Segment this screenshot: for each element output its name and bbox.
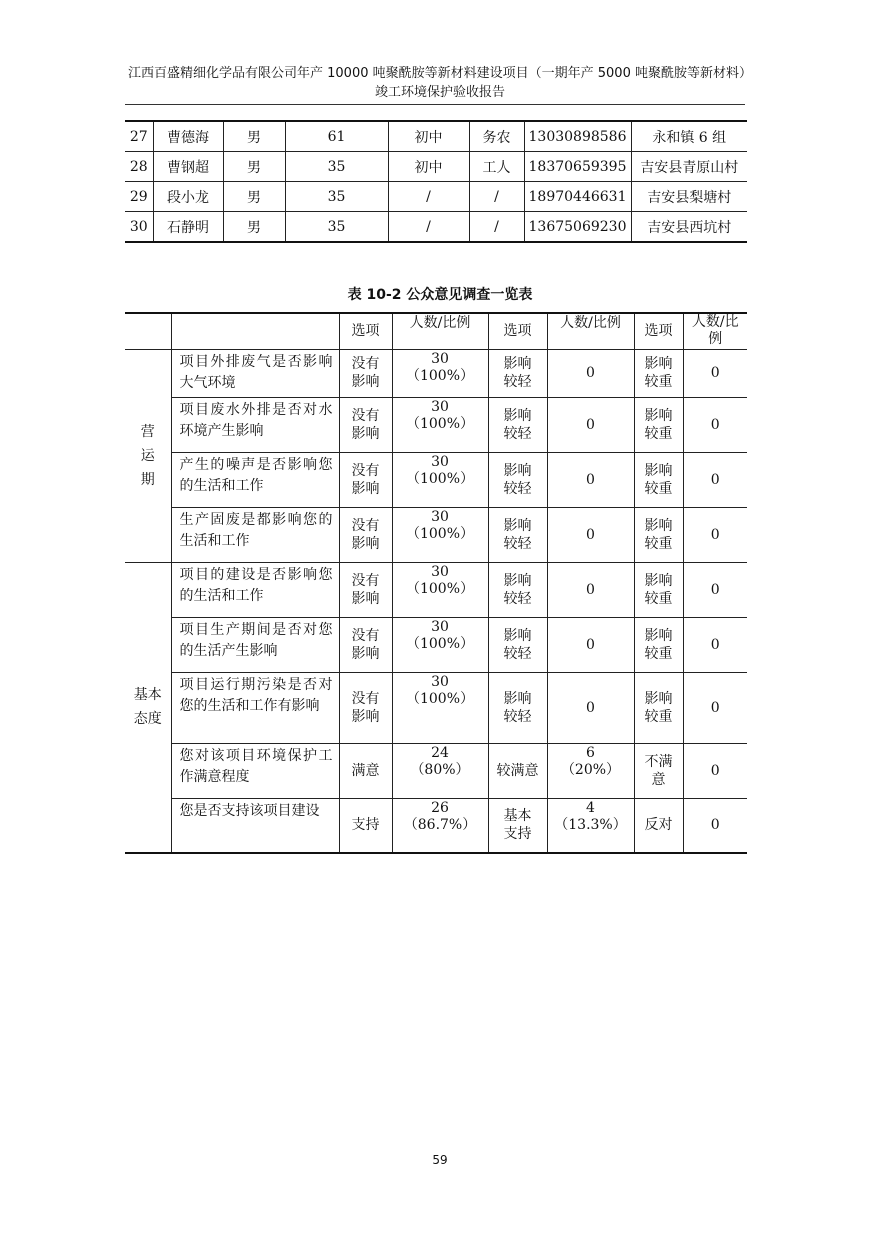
answer-option1: 满意	[339, 743, 392, 798]
header-title-line1: 江西百盛精细化学品有限公司年产 10000 吨聚酰胺等新材料建设项目（一期年产 5000 吨聚酰胺等新材料）	[128, 66, 752, 81]
answer-count3: 0	[683, 798, 747, 853]
respondent-name: 石静明	[153, 212, 223, 243]
header-count1: 人数/比例	[392, 313, 488, 349]
respondent-phone: 18970446631	[524, 182, 631, 212]
answer-option2: 基本支持	[488, 798, 547, 853]
answer-count2-number: 0	[586, 699, 595, 716]
respondent-sex: 男	[223, 182, 285, 212]
answer-count2	[547, 743, 634, 798]
respondent-edu: 初中	[388, 152, 469, 182]
answer-count1-percent: （86.7%）	[403, 816, 477, 833]
survey-row	[125, 798, 747, 853]
survey-question: 产生的噪声是否影响您的生活和工作	[171, 452, 339, 507]
answer-count2	[547, 617, 634, 672]
answer-count2	[547, 507, 634, 562]
header-count3: 人数/比例	[683, 313, 747, 349]
answer-count3: 0	[683, 397, 747, 452]
respondent-row	[125, 212, 747, 243]
answer-count1-percent: （100%）	[405, 367, 475, 384]
page-number: 59	[432, 1153, 448, 1167]
answer-count1-number: 30	[431, 563, 449, 580]
answer-option1: 没有影响	[339, 349, 392, 397]
answer-option1: 没有影响	[339, 452, 392, 507]
answer-option3: 影响较重	[634, 349, 683, 397]
survey-row	[125, 743, 747, 798]
respondent-rows	[125, 121, 747, 242]
group-label-text: 基本态度	[133, 687, 162, 728]
answer-option3: 影响较重	[634, 507, 683, 562]
answer-count1	[392, 452, 488, 507]
respondent-phone: 18370659395	[524, 152, 631, 182]
table-caption: 表 10-2 公众意见调查一览表	[347, 287, 533, 303]
respondent-phone: 13675069230	[524, 212, 631, 243]
respondent-row	[125, 182, 747, 212]
respondent-name: 曹钢超	[153, 152, 223, 182]
survey-row	[125, 562, 747, 617]
answer-option2: 影响较轻	[488, 397, 547, 452]
respondent-table	[125, 120, 747, 243]
answer-option2: 影响较轻	[488, 617, 547, 672]
answer-count2-percent: （20%）	[560, 761, 621, 778]
survey-question: 项目的建设是否影响您的生活和工作	[171, 562, 339, 617]
header-option3: 选项	[634, 313, 683, 349]
respondent-name: 曹德海	[153, 121, 223, 152]
answer-count1	[392, 798, 488, 853]
header-blank-group	[125, 313, 171, 349]
survey-question: 您是否支持该项目建设	[171, 798, 339, 853]
respondent-phone: 13030898586	[524, 121, 631, 152]
respondent-sex: 男	[223, 121, 285, 152]
survey-row	[125, 349, 747, 397]
header-title-line2: 竣工环境保护验收报告	[374, 85, 505, 100]
answer-option3: 影响较重	[634, 562, 683, 617]
survey-row	[125, 672, 747, 743]
answer-count3: 0	[683, 562, 747, 617]
answer-count1	[392, 562, 488, 617]
respondent-addr: 吉安县青原山村	[631, 152, 747, 182]
respondent-name: 段小龙	[153, 182, 223, 212]
answer-count2	[547, 672, 634, 743]
answer-option2: 影响较轻	[488, 562, 547, 617]
survey-question: 您对该项目环境保护工作满意程度	[171, 743, 339, 798]
answer-count3: 0	[683, 617, 747, 672]
answer-count2	[547, 349, 634, 397]
answer-count3: 0	[683, 452, 747, 507]
answer-count2	[547, 452, 634, 507]
group-basic-attitude	[125, 562, 171, 853]
answer-count2-number: 0	[586, 471, 595, 488]
header-option2: 选项	[488, 313, 547, 349]
answer-option1: 没有影响	[339, 562, 392, 617]
respondent-addr: 吉安县梨塘村	[631, 182, 747, 212]
header-rule	[125, 104, 745, 105]
respondent-job: /	[469, 182, 524, 212]
answer-option3: 不满意	[634, 743, 683, 798]
answer-count2-number: 0	[586, 365, 595, 381]
answer-option3: 影响较重	[634, 397, 683, 452]
answer-count3: 0	[683, 507, 747, 562]
answer-count1-number: 24	[431, 744, 449, 761]
respondent-age: 61	[285, 121, 388, 152]
answer-count2	[547, 562, 634, 617]
respondent-addr: 永和镇 6 组	[631, 121, 747, 152]
answer-count2-number: 6	[586, 744, 595, 761]
answer-count3: 0	[683, 743, 747, 798]
survey-body	[125, 313, 747, 853]
page-header	[0, 64, 880, 102]
respondent-row	[125, 121, 747, 152]
survey-question: 项目废水外排是否对水环境产生影响	[171, 397, 339, 452]
answer-count2	[547, 397, 634, 452]
answer-count2	[547, 798, 634, 853]
respondent-age: 35	[285, 182, 388, 212]
survey-row	[125, 617, 747, 672]
answer-count1	[392, 397, 488, 452]
answer-count1	[392, 617, 488, 672]
survey-question: 项目运行期污染是否对您的生活和工作有影响	[171, 672, 339, 743]
respondent-no: 27	[125, 121, 153, 152]
answer-count1-percent: （80%）	[410, 761, 470, 778]
answer-option3: 影响较重	[634, 452, 683, 507]
respondent-age: 35	[285, 212, 388, 243]
answer-option2: 影响较轻	[488, 672, 547, 743]
respondent-addr: 吉安县西坑村	[631, 212, 747, 243]
answer-count1-percent: （100%）	[405, 525, 475, 542]
answer-option1: 支持	[339, 798, 392, 853]
answer-option3: 反对	[634, 798, 683, 853]
survey-row	[125, 452, 747, 507]
header-option1: 选项	[339, 313, 392, 349]
group-operation-period	[125, 349, 171, 562]
respondent-sex: 男	[223, 152, 285, 182]
answer-option2: 影响较轻	[488, 507, 547, 562]
answer-count1	[392, 507, 488, 562]
answer-count1-number: 30	[431, 618, 449, 635]
answer-count1-percent: （100%）	[405, 470, 475, 487]
respondent-no: 28	[125, 152, 153, 182]
respondent-edu: 初中	[388, 121, 469, 152]
header-count2: 人数/比例	[547, 313, 634, 349]
respondent-job: /	[469, 212, 524, 243]
answer-count1-number: 30	[431, 673, 449, 690]
answer-count2-number: 0	[586, 581, 595, 598]
answer-count1-number: 30	[431, 398, 449, 415]
answer-option1: 没有影响	[339, 672, 392, 743]
respondent-no: 30	[125, 212, 153, 243]
answer-count1-number: 30	[431, 453, 449, 470]
answer-option2: 较满意	[488, 743, 547, 798]
answer-count3: 0	[683, 672, 747, 743]
respondent-row	[125, 152, 747, 182]
survey-header-row	[125, 313, 747, 349]
respondent-job: 务农	[469, 121, 524, 152]
survey-question: 项目生产期间是否对您的生活产生影响	[171, 617, 339, 672]
answer-option1: 没有影响	[339, 397, 392, 452]
answer-count2-percent: （13.3%）	[554, 816, 627, 833]
respondent-sex: 男	[223, 212, 285, 243]
answer-option1: 没有影响	[339, 507, 392, 562]
answer-count1-number: 30	[431, 508, 449, 525]
answer-count1-percent: （100%）	[405, 415, 475, 432]
answer-option3: 影响较重	[634, 672, 683, 743]
survey-question: 项目外排废气是否影响大气环境	[171, 349, 339, 397]
answer-option2: 影响较轻	[488, 349, 547, 397]
header-blank-question	[171, 313, 339, 349]
answer-count3: 0	[683, 349, 747, 397]
respondent-job: 工人	[469, 152, 524, 182]
answer-count1-percent: （100%）	[405, 580, 475, 597]
answer-count2-number: 0	[586, 416, 595, 433]
respondent-edu: /	[388, 182, 469, 212]
survey-table	[125, 312, 747, 854]
answer-count1-percent: （100%）	[405, 635, 475, 652]
answer-count2-number: 0	[586, 526, 595, 543]
answer-count2-number: 4	[586, 799, 595, 816]
survey-row	[125, 397, 747, 452]
answer-count1-number: 30	[431, 350, 449, 367]
survey-question: 生产固废是都影响您的生活和工作	[171, 507, 339, 562]
respondent-no: 29	[125, 182, 153, 212]
answer-option3: 影响较重	[634, 617, 683, 672]
answer-count1	[392, 743, 488, 798]
answer-option1: 没有影响	[339, 617, 392, 672]
survey-row	[125, 507, 747, 562]
respondent-age: 35	[285, 152, 388, 182]
group-label-text: 营运期	[140, 423, 155, 488]
respondent-edu: /	[388, 212, 469, 243]
answer-count1	[392, 349, 488, 397]
answer-count2-number: 0	[586, 636, 595, 653]
answer-option2: 影响较轻	[488, 452, 547, 507]
answer-count1-percent: （100%）	[405, 690, 475, 707]
answer-count1-number: 26	[431, 799, 449, 816]
answer-count1	[392, 672, 488, 743]
